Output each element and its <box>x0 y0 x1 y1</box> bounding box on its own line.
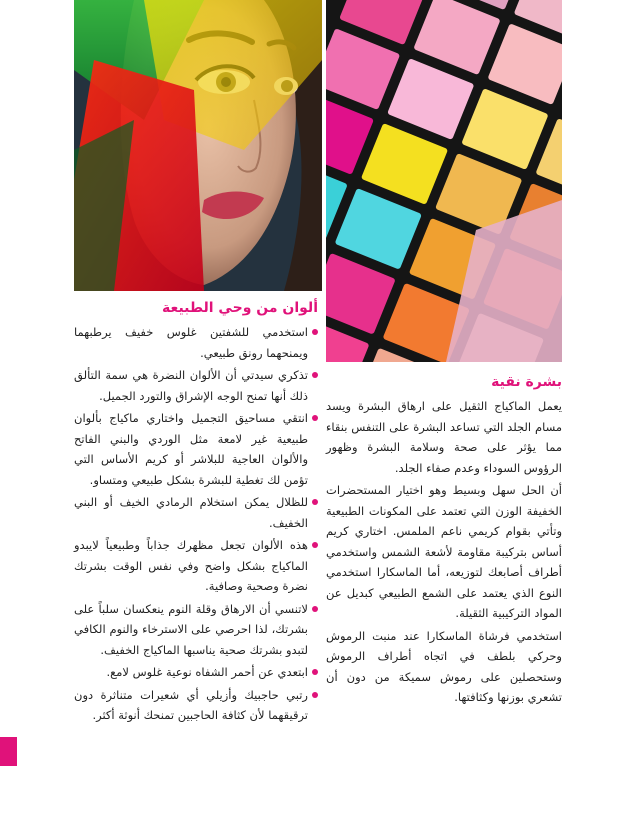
bullet-icon <box>312 499 318 505</box>
bullet-icon <box>312 606 318 612</box>
paragraph: أن الحل سهل وبسيط وهو اختيار المستحضرات الخفيفة الوزن التي تعتمد على المكونات الطبيعية وتأتي بقوام كريمي ناعم الملمس. اختاري كريم أساس بتركيبة مقاومة لأشعة الشمس واستخدمي أطراف أصابعك لتوزيعه، أما الماسكارا استخدمي النوع الذي يعتمد على الشمع الطبيعي كبديل عن المواد التركيبية الثقيلة. <box>326 483 562 620</box>
bullet-icon <box>312 415 318 421</box>
bullet-icon <box>312 692 318 698</box>
bullet-icon <box>312 372 318 378</box>
list-item: استخدمي للشفتين غلوس خفيف يرطبهما ويمنحهما رونق طبيعي. <box>74 322 318 363</box>
bullet-icon <box>312 329 318 335</box>
left-article-column <box>74 298 318 728</box>
list-item: ابتعدي عن أحمر الشفاه نوعية غلوس لامع. <box>74 662 318 683</box>
list-item: لاتنسي أن الارهاق وقلة النوم ينعكسان سلباً على بشرتك، لذا احرصي على الاسترخاء والنوم الكافي لتبدو بشرتك صحية يناسبها الماكياج الخفيف. <box>74 599 318 661</box>
list-item: هذه الألوان تجعل مظهرك جذاباً وطبيعياً لايبدو الماكياج بشكل واضح وفي نفس الوقت بشرتك نضرة وصحية وصافية. <box>74 535 318 597</box>
paragraph: استخدمي فرشاة الماسكارا عند منبت الرموش وحركي بلطف في اتجاه أطراف الرموش وستحصلين على رموش سميكة من دون أن تشعري بوزنها وكثافتها. <box>326 628 562 704</box>
list-item: تذكري سيدتي أن الألوان النضرة هي سمة التألق ذلك أنها تمنح الوجه الإشراق والتورد الجميل. <box>74 365 318 406</box>
list-item: رتبي حاجبيك وأزيلي أي شعيرات متناثرة دون ترقيقهما لأن كثافة الحاجبين تمنحك أنوثة أكثر. <box>74 685 318 726</box>
woman-makeup-photo <box>74 0 322 291</box>
section-heading-pure-skin: بشرة نقية <box>491 374 562 390</box>
list-item: انتقي مساحيق التجميل واختاري ماكياج بألوان طبيعية غير لامعة مثل الوردي والبني الفاتح والألوان العاجية للبلاشر أو كريم الأساس التي تؤمن لك تغطية للبشرة بشكل طبيعي ومتساو. <box>74 408 318 490</box>
bullet-icon <box>312 542 318 548</box>
right-article-column <box>326 372 562 710</box>
tips-list <box>74 322 318 726</box>
paragraph: يعمل الماكياج الثقيل على ارهاق البشرة ويسد مسام الجلد التي تساعد البشرة على التنفس بنقاء مما يؤثر على صحة وسلامة البشرة وظهور الرؤوس السوداء وعدم صفاء الجلد. <box>326 399 562 475</box>
eyeshadow-palette-photo <box>326 0 562 362</box>
section-heading-natural-colors: ألوان من وحي الطبيعة <box>162 300 318 316</box>
bullet-icon <box>312 669 318 675</box>
list-item: للظلال يمكن استخلام الرمادي الخيف أو البني الخفيف. <box>74 492 318 533</box>
page-edge-tab <box>0 737 17 766</box>
